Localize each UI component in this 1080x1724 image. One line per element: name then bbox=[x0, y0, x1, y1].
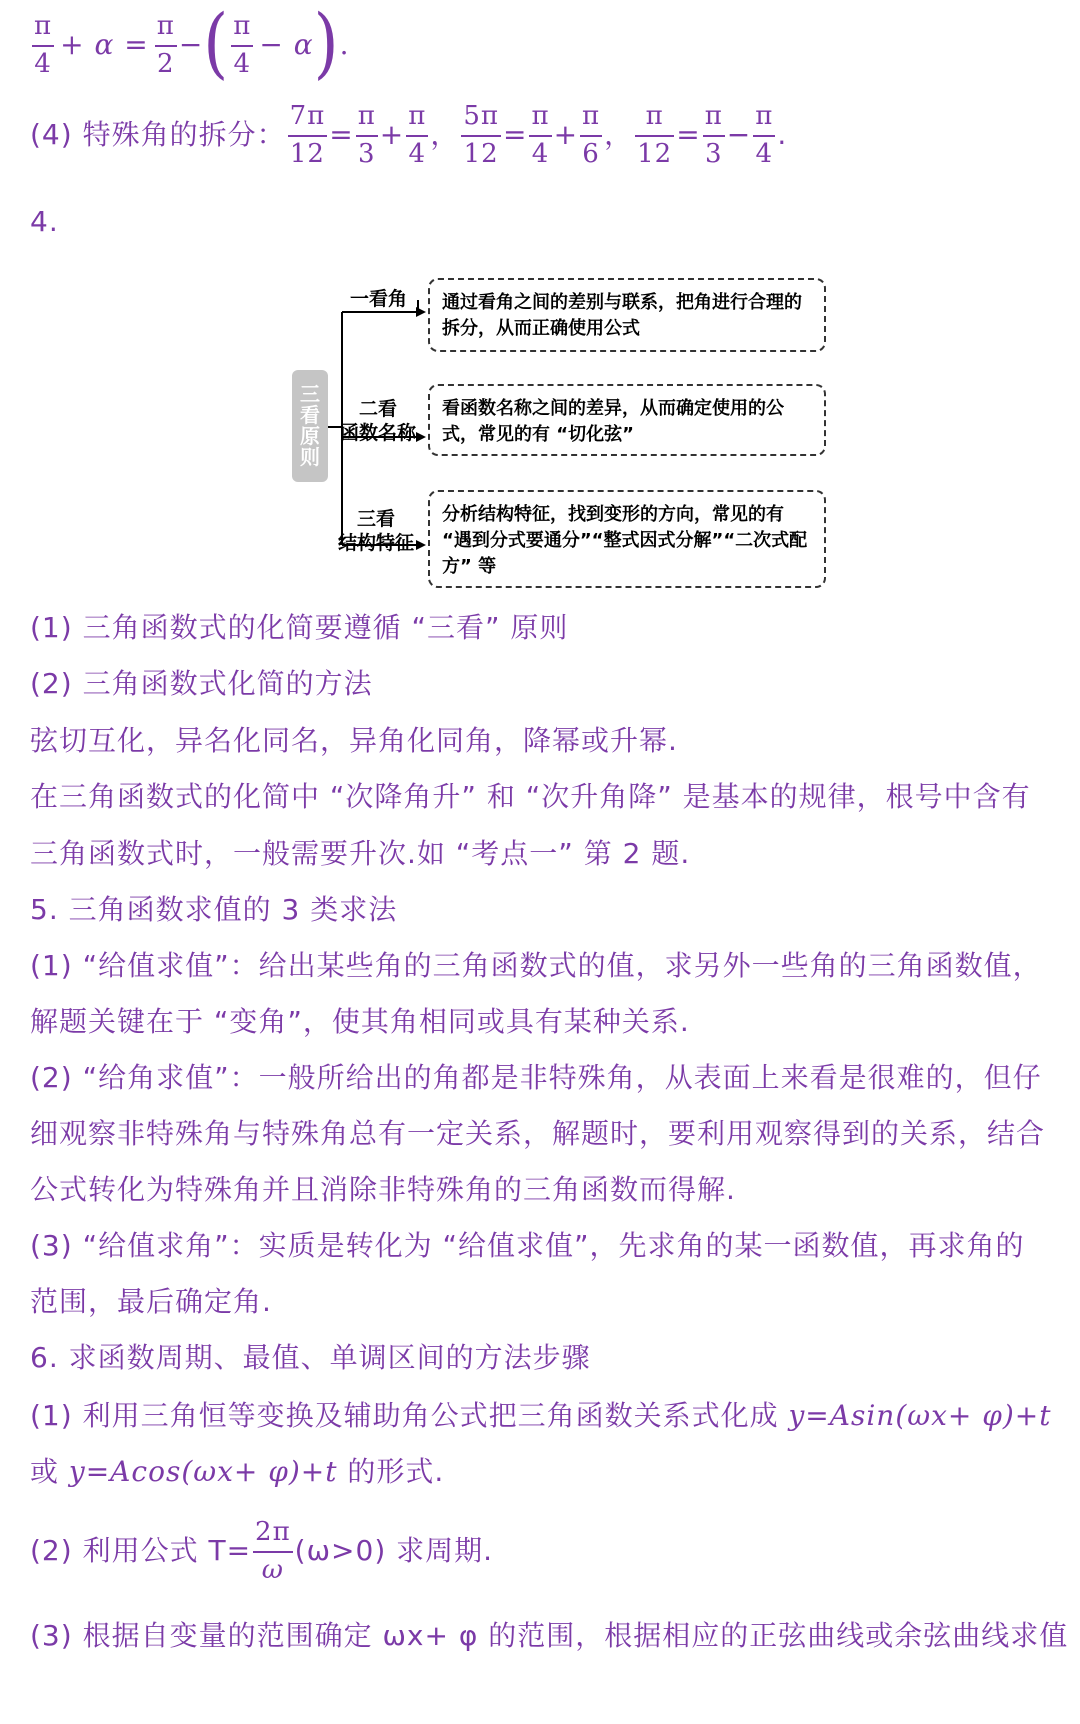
branch-2-arrowhead bbox=[416, 432, 426, 442]
fraction-denominator: 12 bbox=[463, 139, 499, 169]
branch-2-box: 看函数名称之间的差异，从而确定使用的公式，常见的有 “切化弦” bbox=[428, 384, 826, 456]
line-suffix: (ω>0) 求周期. bbox=[294, 1534, 494, 1567]
branch-3-box: 分析结构特征，找到变形的方向，常见的有 “遇到分式要通分”“整式因式分解”“二次式配方” 等 bbox=[428, 490, 826, 588]
period: . bbox=[339, 28, 350, 61]
fraction-numerator: π bbox=[357, 101, 376, 131]
fraction-numerator: 5π bbox=[463, 101, 499, 131]
fraction-denominator: 3 bbox=[357, 139, 376, 169]
body-line: 三角函数式时，一般需要升次.如 “考点一” 第 2 题. bbox=[30, 837, 691, 870]
fraction bbox=[253, 1519, 293, 1583]
three-look-principle-diagram bbox=[0, 0, 1080, 600]
fraction-bar bbox=[253, 1551, 293, 1553]
fraction-denominator: 2 bbox=[157, 49, 175, 79]
fraction-bar bbox=[356, 135, 378, 137]
fraction-bar bbox=[753, 135, 775, 137]
branch-2-label-line-1: 二看 bbox=[359, 398, 398, 420]
body-line: 解题关键在于 “变角”，使其角相同或具有某种关系. bbox=[30, 1005, 690, 1038]
plus-sign: + bbox=[553, 118, 579, 151]
body-line: (3) 根据自变量的范围确定 ωx+ φ 的范围，根据相应的正弦曲线或余弦曲线求值 bbox=[30, 1619, 1069, 1652]
fraction bbox=[32, 13, 54, 77]
body-line: 弦切互化，异名化同名，异角化同角，降幂或升幂. bbox=[30, 724, 678, 757]
body-line: (1) 三角函数式的化简要遵循 “三看” 原则 bbox=[30, 611, 569, 644]
branch-1-label: 一看角 bbox=[350, 288, 408, 310]
fraction bbox=[529, 103, 551, 167]
period: . bbox=[777, 118, 788, 151]
fraction bbox=[703, 103, 725, 167]
fraction-bar bbox=[703, 135, 725, 137]
branch-3-label-line-1: 三看 bbox=[357, 508, 396, 530]
fraction-numerator: π bbox=[408, 101, 427, 131]
fraction-denominator: 4 bbox=[34, 49, 52, 79]
fraction-bar bbox=[635, 135, 674, 137]
pill-char: 原 bbox=[300, 424, 320, 448]
fraction-bar bbox=[32, 45, 54, 47]
right-paren: ) bbox=[313, 0, 340, 89]
pill-char: 则 bbox=[300, 445, 320, 469]
plus-sign: + bbox=[379, 118, 405, 151]
equals-sign: = bbox=[329, 118, 354, 151]
fraction bbox=[356, 103, 378, 167]
line-prefix: 或 bbox=[30, 1455, 69, 1488]
fraction bbox=[406, 103, 428, 167]
branch-3-label-line-2: 结构特征 bbox=[338, 531, 415, 554]
fraction-numerator: π bbox=[34, 11, 53, 41]
fraction-denominator: 12 bbox=[289, 139, 325, 169]
fraction-numerator: π bbox=[755, 101, 774, 131]
line-prefix: (2) 利用公式 T= bbox=[30, 1534, 252, 1567]
branch-3-arrowhead bbox=[416, 540, 426, 550]
fraction-denominator: 4 bbox=[233, 49, 252, 79]
fraction-denominator: 12 bbox=[637, 139, 673, 169]
formula-sin: y=Asin(ωx+ φ)+t bbox=[788, 1399, 1052, 1432]
formula-cos: y=Acos(ωx+ φ)+t bbox=[68, 1455, 338, 1488]
fraction bbox=[635, 103, 674, 167]
body-line: (1) “给值求值”：给出某些角的三角函数式的值，求另外一些角的三角函数值， bbox=[30, 949, 1042, 982]
body-line-with-formula bbox=[30, 1455, 445, 1488]
fraction bbox=[231, 13, 253, 77]
body-line: (3) “给值求角”：实质是转化为 “给值求值”，先求角的某一函数值，再求角的 bbox=[30, 1229, 1025, 1262]
line-prefix: (1) 利用三角恒等变换及辅助角公式把三角函数关系式化成 bbox=[30, 1399, 789, 1432]
fraction-denominator: 6 bbox=[582, 139, 600, 169]
minus-alpha: − α bbox=[259, 28, 314, 61]
fraction-numerator: π bbox=[645, 101, 664, 131]
fraction-denominator: 4 bbox=[408, 139, 427, 169]
item-number-4: 4. bbox=[30, 205, 59, 238]
fraction-numerator: π bbox=[704, 101, 723, 131]
fraction-denominator: 3 bbox=[704, 139, 723, 169]
body-line: 细观察非特殊角与特殊角总有一定关系，解题时，要利用观察得到的关系，结合 bbox=[30, 1117, 1046, 1150]
fraction-denominator: 4 bbox=[531, 139, 550, 169]
plus-alpha-equals: + α = bbox=[60, 28, 149, 61]
body-line-with-formula bbox=[30, 1399, 1052, 1432]
equals-sign: = bbox=[503, 118, 528, 151]
equals-sign: = bbox=[676, 118, 701, 151]
fraction-denominator: 4 bbox=[755, 139, 774, 169]
fraction-bar bbox=[155, 45, 177, 47]
branch-2-label-line-2: 函数名称 bbox=[340, 421, 417, 444]
minus-sign: − bbox=[178, 28, 204, 61]
body-line: (2) 三角函数式化简的方法 bbox=[30, 667, 373, 700]
formula-line-1 bbox=[30, 0, 350, 89]
comma: ， bbox=[430, 118, 460, 151]
branch-3-label bbox=[338, 508, 414, 556]
diagram-connectors bbox=[0, 0, 1080, 600]
section-heading-6: 6. 求函数周期、最值、单调区间的方法步骤 bbox=[30, 1341, 591, 1374]
fraction-numerator: π bbox=[233, 11, 252, 41]
fraction-numerator: π bbox=[582, 101, 601, 131]
fraction-numerator: 7π bbox=[289, 101, 326, 131]
fraction-numerator: 2π bbox=[255, 1517, 291, 1547]
fraction bbox=[288, 103, 328, 167]
formula-line-2 bbox=[30, 100, 787, 170]
section-heading-5: 5. 三角函数求值的 3 类求法 bbox=[30, 893, 398, 926]
three-look-principle-pill bbox=[292, 370, 328, 482]
period-formula-line bbox=[30, 1516, 493, 1586]
fraction-bar bbox=[406, 135, 428, 137]
left-paren: ( bbox=[203, 0, 230, 89]
fraction-bar bbox=[461, 135, 501, 137]
pill-char: 看 bbox=[300, 403, 320, 427]
fraction-bar bbox=[231, 45, 253, 47]
pill-char: 三 bbox=[300, 382, 320, 406]
special-angle-label: (4) 特殊角的拆分： bbox=[30, 118, 286, 151]
branch-2-label bbox=[340, 398, 416, 446]
body-line: 在三角函数式的化简中 “次降角升” 和 “次升角降” 是基本的规律，根号中含有 bbox=[30, 780, 1031, 813]
comma: ， bbox=[604, 118, 634, 151]
fraction bbox=[155, 13, 177, 77]
branch-1-box: 通过看角之间的差别与联系，把角进行合理的拆分，从而正确使用公式 bbox=[428, 278, 826, 352]
fraction bbox=[580, 103, 602, 167]
fraction-numerator: π bbox=[156, 11, 175, 41]
branch-1-arrowhead bbox=[416, 307, 426, 317]
fraction bbox=[753, 103, 775, 167]
minus-sign: − bbox=[726, 118, 752, 151]
fraction-bar bbox=[529, 135, 551, 137]
fraction-bar bbox=[580, 135, 602, 137]
fraction-denominator: ω bbox=[261, 1555, 284, 1585]
line-suffix: 的形式. bbox=[347, 1455, 445, 1488]
body-line: 公式转化为特殊角并且消除非特殊角的三角函数而得解. bbox=[30, 1173, 736, 1206]
fraction-numerator: π bbox=[531, 101, 550, 131]
body-line: (2) “给角求值”：一般所给出的角都是非特殊角，从表面上来看是很难的，但仔 bbox=[30, 1061, 1042, 1094]
fraction-bar bbox=[288, 135, 328, 137]
body-line: 范围，最后确定角. bbox=[30, 1285, 272, 1318]
fraction bbox=[461, 103, 501, 167]
